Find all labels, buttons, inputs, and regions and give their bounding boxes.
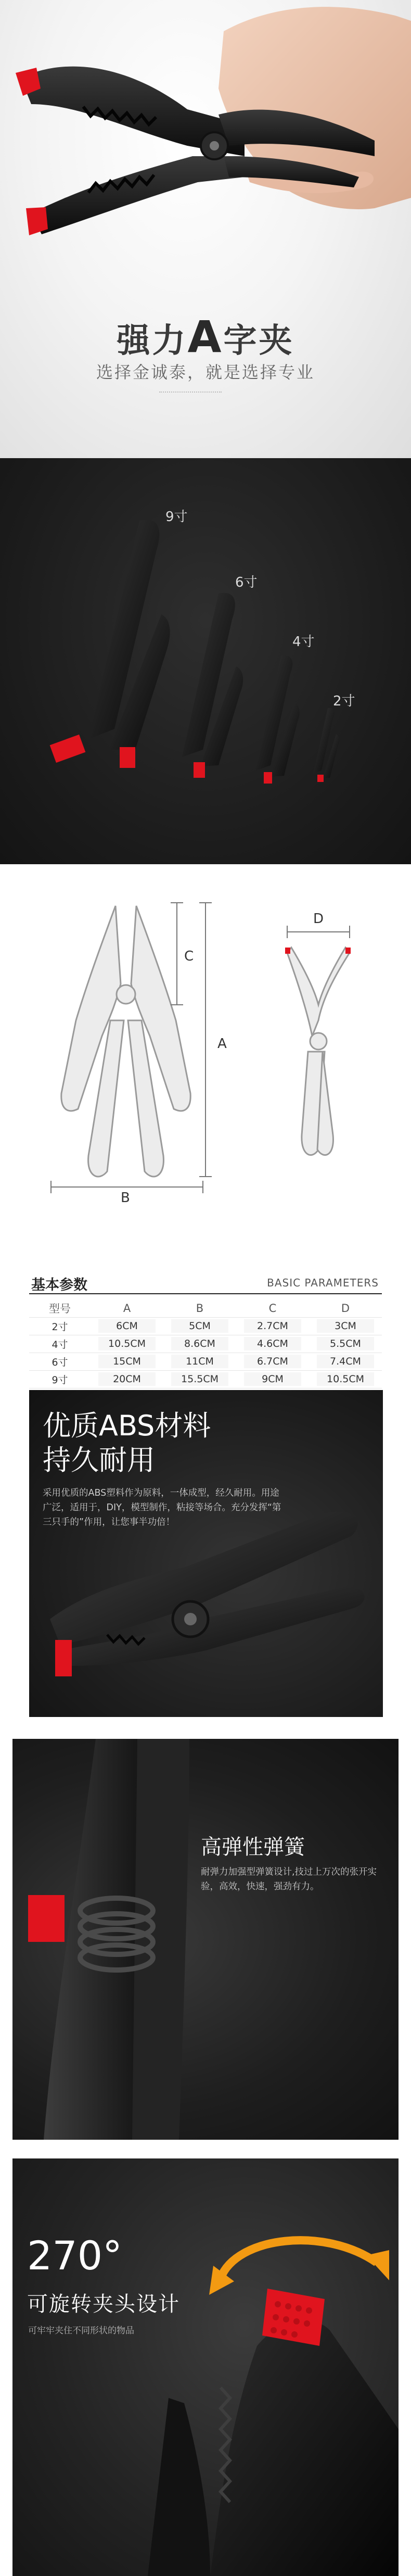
cell-d: 3CM [309, 1317, 382, 1335]
spring-title: 高弹性弹簧 [201, 1835, 305, 1859]
header-model: 型号 [29, 1299, 91, 1317]
parameters-section [0, 1270, 411, 1390]
parameters-table [29, 1299, 382, 1388]
size-label-9-inch: 9寸 [165, 509, 188, 525]
size-label-6-inch: 6寸 [235, 575, 258, 590]
rotation-arrow-head-right [366, 2250, 389, 2280]
rotate-note: 可牢牢夹住不同形状的物品 [28, 2326, 134, 2336]
hero-title [0, 311, 411, 362]
header-c: C [236, 1299, 309, 1317]
dimension-diagram [0, 864, 411, 1270]
table-row [29, 1353, 382, 1370]
clamp-2-inch [313, 708, 340, 782]
abs-title [43, 1409, 211, 1478]
header-a: A [91, 1299, 163, 1317]
clamp-front-view [61, 906, 190, 1177]
hero-divider [159, 392, 222, 393]
rotation-arrow-arc [221, 2240, 377, 2278]
spring-closeup-illustration [12, 1739, 399, 2140]
abs-material-section [0, 1390, 411, 1723]
dimension-label-c: C [184, 949, 194, 964]
spring-section [0, 1723, 411, 2155]
table-header-row [29, 1299, 382, 1317]
dimension-label-d: D [313, 911, 324, 927]
cell-b: 5CM [163, 1317, 236, 1335]
size-label-4-inch: 4寸 [292, 634, 315, 650]
side-view-red-tip-right [345, 948, 351, 954]
hero-section [0, 0, 411, 458]
abs-panel [29, 1390, 383, 1717]
header-b: B [163, 1299, 236, 1317]
dimension-label-a: A [217, 1036, 227, 1052]
size-label-2-inch: 2寸 [333, 693, 355, 709]
table-row [29, 1370, 382, 1388]
spring-description: 耐弹力加强型弹簧设计,技过上万次的张开实验，高效，快速，强劲有力。 [201, 1867, 377, 1892]
cell-b: 15.5CM [163, 1370, 236, 1388]
cell-d: 10.5CM [309, 1370, 382, 1388]
rotation-degrees: 270° [27, 2232, 123, 2279]
cell-a: 20CM [91, 1370, 163, 1388]
cell-b: 11CM [163, 1353, 236, 1370]
hero-title-letter: A [187, 311, 224, 362]
rotate-panel [12, 2158, 399, 2576]
cell-c: 2.7CM [236, 1317, 309, 1335]
clamp-9-inch [50, 520, 170, 768]
cell-a: 6CM [91, 1317, 163, 1335]
spring-panel [12, 1739, 399, 2140]
abs-title-line1: 优质ABS材料 [43, 1409, 211, 1442]
side-view-red-tip-left [285, 948, 290, 954]
cell-b: 8.6CM [163, 1335, 236, 1353]
cell-model: 2寸 [29, 1317, 91, 1335]
cell-d: 5.5CM [309, 1335, 382, 1353]
cell-d: 7.4CM [309, 1353, 382, 1370]
hero-subtitle: 选择金诚泰，就是选择专业 [96, 362, 315, 382]
hero-clamp-hand-illustration [0, 0, 411, 458]
cell-a: 10.5CM [91, 1335, 163, 1353]
table-row [29, 1317, 382, 1335]
four-size-clamps-illustration [0, 458, 411, 864]
rotating-head-section [0, 2155, 411, 2576]
abs-description: 采用优质的ABS塑料作为原料，一体成型，经久耐用。用途广泛，适用于，DIY，模型制作，粘接等场合。充分发挥“第三只手的”作用，让您事半功倍！ [43, 1488, 281, 1527]
cell-a: 15CM [91, 1353, 163, 1370]
hero-title-after: 字夹 [223, 322, 294, 360]
header-d: D [309, 1299, 382, 1317]
clamp-side-view [287, 948, 350, 1155]
hero-title-before: 强力 [117, 322, 188, 360]
cell-model: 9寸 [29, 1370, 91, 1388]
cell-c: 6.7CM [236, 1353, 309, 1370]
abs-title-line2: 持久耐用 [43, 1444, 155, 1476]
rotating-jaw-illustration [12, 2158, 399, 2576]
cell-c: 4.6CM [236, 1335, 309, 1353]
dimension-label-b: B [121, 1190, 130, 1206]
parameters-title: 基本参数 [31, 1277, 87, 1293]
dimension-diagram-section [0, 864, 411, 1270]
sizes-section [0, 458, 411, 864]
rotate-title: 可旋转夹头设计 [27, 2292, 180, 2316]
table-row [29, 1335, 382, 1353]
cell-c: 9CM [236, 1370, 309, 1388]
dimension-lines-side [287, 926, 350, 938]
parameters-subtitle: BASIC PARAMETERS [267, 1277, 379, 1289]
cell-model: 6寸 [29, 1353, 91, 1370]
clamp-6-inch [182, 593, 243, 778]
parameters-rule [29, 1293, 382, 1294]
cell-model: 4寸 [29, 1335, 91, 1353]
clamp-4-inch [256, 655, 300, 784]
